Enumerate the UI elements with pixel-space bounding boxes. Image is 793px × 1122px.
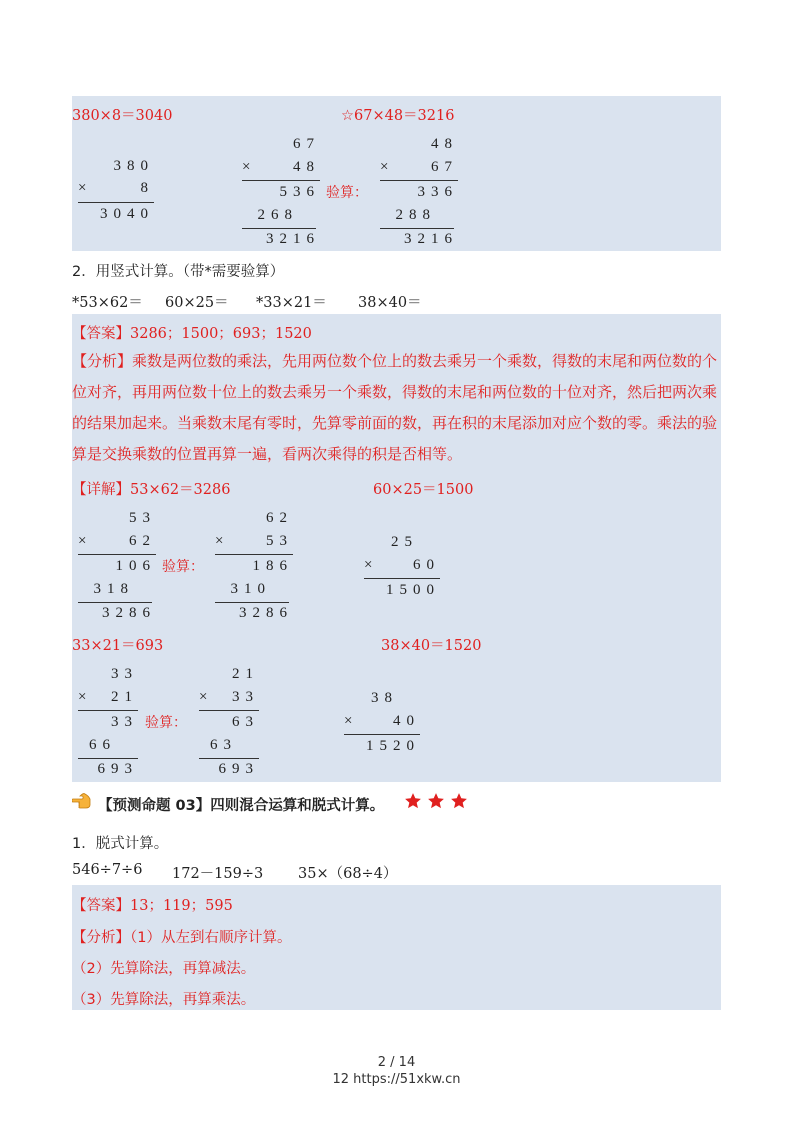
calc-top: 33 [111, 666, 138, 682]
calc-line [215, 602, 289, 603]
calc-line [78, 202, 154, 203]
calc-partial-2: 318 [93, 581, 134, 597]
vertical-calc-25x60 [364, 534, 440, 604]
calc-partial-2: 310 [230, 581, 271, 597]
answer-tag: 【答案】 [72, 898, 130, 914]
calc-result: 693 [218, 761, 259, 777]
calc-bottom: 62 [129, 533, 156, 549]
detail-eq-1: 53×62＝3286 [130, 482, 231, 498]
calc-operator: × [364, 557, 373, 573]
analysis-text: 乘数是两位数的乘法，先用两位数个位上的数去乘另一个乘数，得数的末尾和两位数的个位对齐，再用两位数十位上的数去乘另一个乘数，得数的末尾和两位数的十位对齐，然后把两次乘的结果加起来。当乘数末尾有零时，先算零前面的数，再在积的末尾添加对应个数的零。乘法的验算是交换乘数的位置再算一遍，看两次乘得的积是否相等。 [72, 352, 718, 463]
calc-line [380, 180, 458, 181]
verify-label: 验算： [162, 559, 204, 575]
question-2-item-3: *33×21＝ [256, 295, 327, 311]
detail-line [72, 478, 230, 499]
answer-text: 3286；1500；693；1520 [130, 326, 312, 342]
calc-result: 1520 [366, 738, 420, 754]
calc-partial-2: 63 [210, 737, 237, 753]
calc-top: 62 [266, 510, 293, 526]
verify-label: 验算： [326, 185, 368, 201]
calc-result: 3286 [102, 605, 156, 621]
calc-top: 21 [232, 666, 259, 682]
question-2-item-1: *53×62＝ [72, 295, 143, 311]
calc-operator: × [78, 533, 87, 549]
question-1-item-1: 546÷7÷6 [72, 862, 143, 878]
question-2-title: 2．用竖式计算。（带*需要验算） [72, 264, 285, 280]
calc-line [364, 578, 440, 579]
calc-partial-1: 186 [252, 558, 293, 574]
question-1-item-3: 35×（68÷4） [298, 866, 398, 882]
calc-operator: × [199, 689, 208, 705]
calc-line [215, 554, 293, 555]
pointing-hand-icon [72, 793, 94, 809]
calc-partial-1: 106 [115, 558, 156, 574]
question-2-item-2: 60×25＝ [165, 295, 229, 311]
analysis-step-3: （3）先算除法，再算乘法。 [72, 992, 256, 1008]
calc-result: 3040 [100, 206, 154, 222]
question-1-item-2: 172－159÷3 [172, 866, 264, 882]
star-icon [404, 792, 422, 810]
calc-partial-1: 33 [111, 714, 138, 730]
calc-top: 25 [391, 534, 418, 550]
analysis-tag: 【分析】 [72, 352, 133, 370]
vertical-calc-21x33 [199, 666, 259, 778]
calc-operator: × [78, 180, 87, 196]
calc-partial-1: 336 [417, 184, 458, 200]
calc-line [242, 228, 316, 229]
answer-text: 13；119；595 [130, 898, 233, 914]
rating-stars [404, 792, 468, 814]
verify-label: 验算： [145, 715, 187, 731]
analysis-step-1: （1）从左到右顺序计算。 [130, 930, 292, 946]
calc-top: 380 [113, 158, 154, 174]
calc-operator: × [380, 159, 389, 175]
answer-line-q1 [72, 894, 233, 915]
calc-operator: × [78, 689, 87, 705]
answer-line [72, 322, 312, 343]
vertical-calc-53x62 [78, 510, 156, 622]
calc-bottom: 40 [393, 713, 420, 729]
star-icon [450, 792, 468, 810]
calc-line [199, 758, 259, 759]
vertical-calc-67x48 [242, 136, 320, 248]
calc-result: 3216 [266, 231, 320, 247]
equation-33x21: 33×21＝693 [72, 638, 164, 654]
vertical-calc-380x8 [78, 158, 154, 228]
calc-line [78, 758, 138, 759]
calc-partial-2: 268 [257, 207, 298, 223]
analysis-step-2: （2）先算除法，再算减法。 [72, 961, 256, 977]
calc-bottom: 48 [293, 159, 320, 175]
calc-line [78, 554, 156, 555]
question-2-item-4: 38×40＝ [358, 295, 422, 311]
vertical-calc-62x53 [215, 510, 293, 622]
answer-tag: 【答案】 [72, 326, 130, 342]
calc-result: 3286 [239, 605, 293, 621]
analysis-paragraph [72, 346, 724, 470]
footer-site: 12 https://51xkw.cn [332, 1072, 461, 1087]
equation-38x40: 38×40＝1520 [381, 638, 482, 654]
question-1-title: 1．脱式计算。 [72, 836, 169, 852]
calc-result: 693 [97, 761, 138, 777]
calc-bottom: 8 [140, 180, 154, 196]
calc-top: 53 [129, 510, 156, 526]
calc-top: 38 [371, 690, 398, 706]
calc-top: 48 [431, 136, 458, 152]
calc-bottom: 33 [232, 689, 259, 705]
calc-line [380, 228, 454, 229]
calc-operator: × [242, 159, 251, 175]
equation-380x8: 380×8＝3040 [72, 108, 173, 124]
section-title: 【预测命题 03】四则混合运算和脱式计算。 [98, 798, 385, 814]
calc-partial-2: 288 [395, 207, 436, 223]
calc-partial-2: 66 [89, 737, 116, 753]
calc-operator: × [344, 713, 353, 729]
calc-line [199, 710, 259, 711]
equation-67x48: ☆67×48＝3216 [341, 108, 455, 124]
calc-partial-1: 63 [232, 714, 259, 730]
calc-bottom: 21 [111, 689, 138, 705]
calc-top: 67 [293, 136, 320, 152]
calc-result: 1500 [386, 582, 440, 598]
calc-bottom: 60 [413, 557, 440, 573]
calc-line [78, 602, 152, 603]
star-icon [427, 792, 445, 810]
calc-line [242, 180, 320, 181]
vertical-calc-38x40 [344, 690, 420, 760]
calc-result: 3216 [404, 231, 458, 247]
vertical-calc-33x21 [78, 666, 138, 778]
analysis-line-1 [72, 926, 291, 947]
detail-tag: 【详解】 [72, 482, 130, 498]
detail-eq-2: 60×25＝1500 [373, 482, 474, 498]
analysis-tag: 【分析】 [72, 930, 130, 946]
calc-partial-1: 536 [279, 184, 320, 200]
calc-bottom: 53 [266, 533, 293, 549]
calc-bottom: 67 [431, 159, 458, 175]
vertical-calc-48x67 [380, 136, 458, 248]
calc-line [78, 710, 138, 711]
page-number: 2 / 14 [377, 1055, 416, 1070]
calc-line [344, 734, 420, 735]
calc-operator: × [215, 533, 224, 549]
